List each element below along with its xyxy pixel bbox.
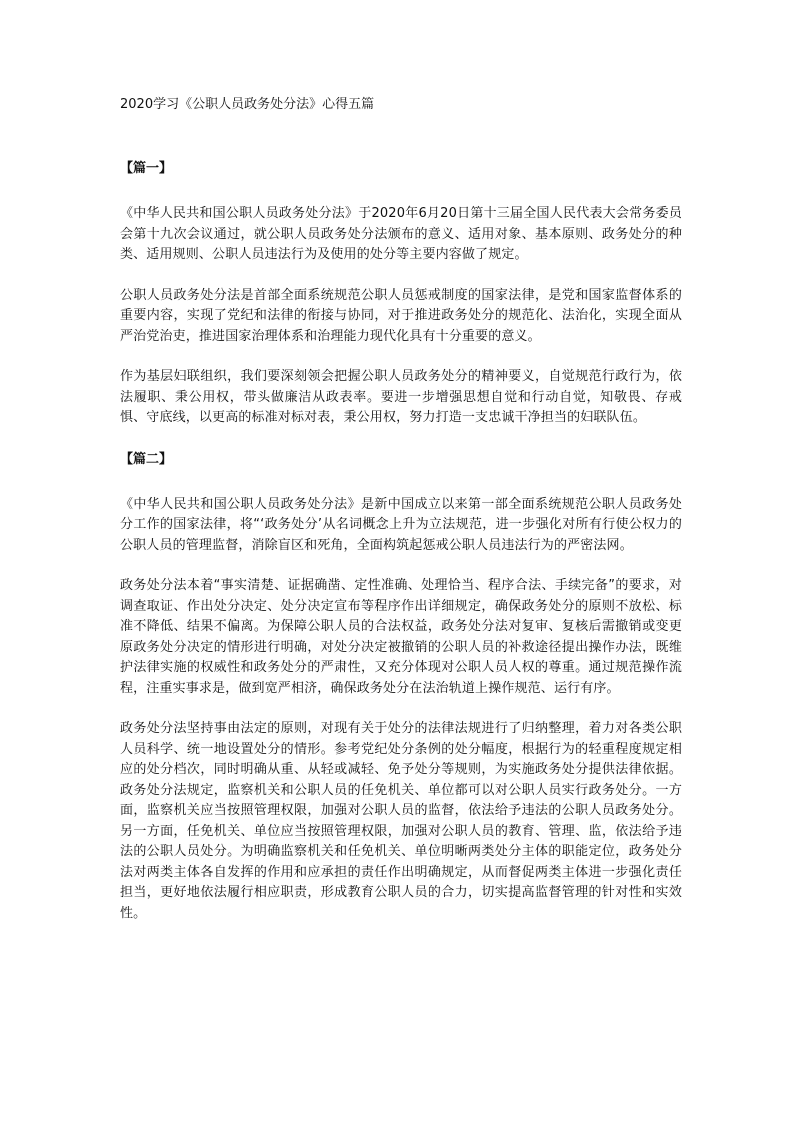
document-title: 2020学习《公职人员政务处分法》心得五篇 xyxy=(120,97,375,112)
document-page xyxy=(120,96,682,944)
section-1 xyxy=(120,160,682,429)
paragraph: 公职人员政务处分法是首部全面系统规范公职人员惩戒制度的国家法律，是党和国家监督体系的重要内容，实现了党纪和法律的衔接与协同，对于推进政务处分的规范化、法治化，实现全面从严治党治吏，推进国家治理体系和治理能力现代化具有十分重要的意义。 xyxy=(120,287,682,344)
paragraph: 政务处分法本着“事实清楚、证据确凿、定性准确、处理恰当、程序合法、手续完备”的要求，对调查取证、作出处分决定、处分决定宣布等程序作出详细规定，确保政务处分的原则不放松、标准不降低、结果不偏离。为保障公职人员的合法权益，政务处分法对复审、复核后需撤销或变更原政务处分决定的情形进行明确，对处分决定被撤销的公职人员的补救途径提出操作办法，既维护法律实施的权威性和政务处分的严肃性，又充分体现对公职人员人权的尊重。通过规范操作流程，注重实事求是，做到宽严相济，确保政务处分在法治轨道上操作规范、运行有序。 xyxy=(120,578,682,696)
paragraph: 作为基层妇联组织，我们要深刻领会把握公职人员政务处分的精神要义，自觉规范行政行为，依法履职、秉公用权，带头做廉洁从政表率。要进一步增强思想自觉和行动自觉，知敬畏、存戒惧、守底线，以更高的标准对标对表，秉公用权，努力打造一支忠诚干净担当的妇联队伍。 xyxy=(120,369,682,425)
section-heading: 【篇二】 xyxy=(120,451,173,467)
section-2 xyxy=(120,451,682,925)
section-heading: 【篇一】 xyxy=(120,161,173,176)
paragraph: 《中华人民共和国公职人员政务处分法》是新中国成立以来第一部全面系统规范公职人员政务处分工作的国家法律，将“‘政务处分’从名词概念上升为立法规范，进一步强化对所有行使公权力的公职人员的管理监督，消除盲区和死角，全面构筑起惩戒公职人员违法行为的严密法网。 xyxy=(120,496,682,553)
paragraph: 《中华人民共和国公职人员政务处分法》于2020年6月20日第十三届全国人民代表大会常务委员会第十九次会议通过，就公职人员政务处分法颁布的意义、适用对象、基本原则、政务处分的种类、适用规则、公职人员违法行为及使用的处分等主要内容做了规定。 xyxy=(120,206,682,262)
paragraph: 政务处分法坚持事由法定的原则，对现有关于处分的法律法规进行了归纳整理，着力对各类公职人员科学、统一地设置处分的情形。参考党纪处分条例的处分幅度，根据行为的轻重程度规定相应的处分档次，同时明确从重、从轻或减轻、免予处分等规则，为实施政务处分提供法律依据。政务处分法规定，监察机关和公职人员的任免机关、单位都可以对公职人员实行政务处分。一方面，监察机关应当按照管理权限，加强对公职人员的监督，依法给予违法的公职人员政务处分。另一方面，任免机关、单位应当按照管理权限，加强对公职人员的教育、管理、监，依法给予违法的公职人员处分。为明确监察机关和任免机关、单位明晰两类处分主体的职能定位，政务处分法对两类主体各自发挥的作用和应承担的责任作出明确规定，从而督促两类主体进一步强化责任担当，更好地依法履行相应职责，形成教育公职人员的合力，切实提高监督管理的针对性和实效性。 xyxy=(120,721,682,921)
